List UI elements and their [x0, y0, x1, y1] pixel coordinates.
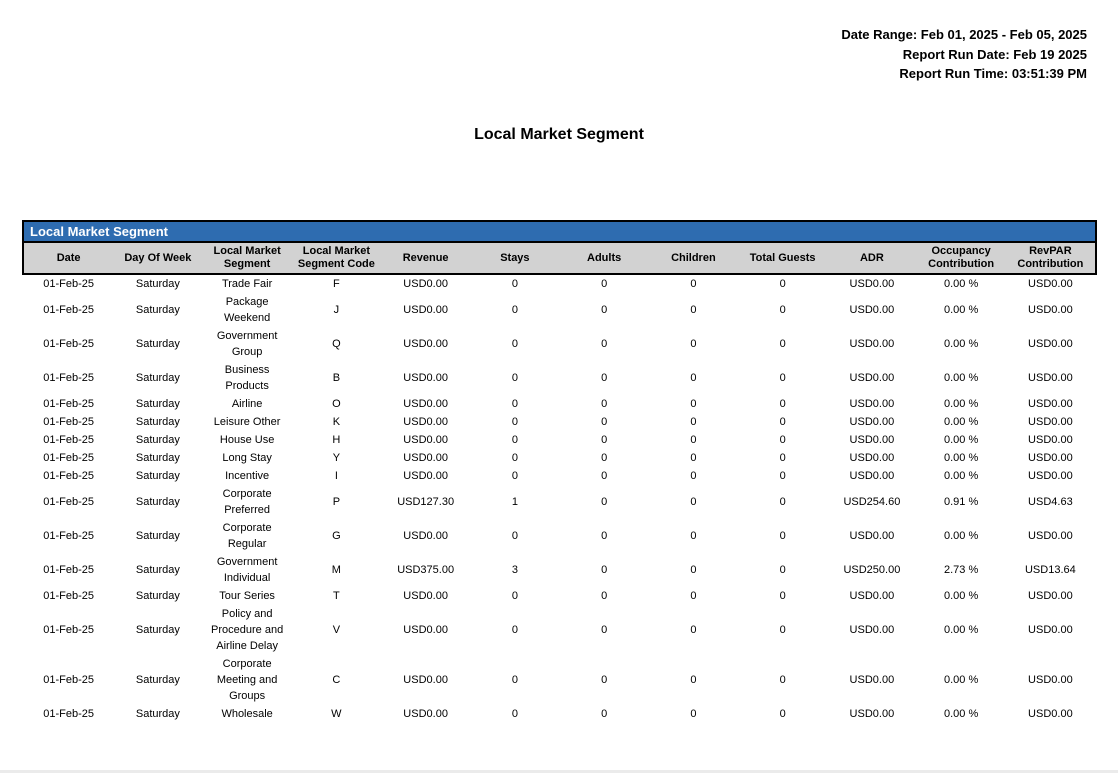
cell: Airline — [231, 398, 263, 410]
cell: USD0.00 — [1028, 398, 1073, 410]
cell: 0 — [601, 708, 608, 720]
cell: 0 — [601, 496, 608, 508]
cell: F — [333, 278, 340, 290]
cell: USD0.00 — [1028, 674, 1073, 686]
cell: Long Stay — [222, 452, 272, 464]
cell: USD0.00 — [1028, 278, 1073, 290]
cell: 0 — [690, 452, 697, 464]
cell: Leisure Other — [213, 416, 281, 428]
cell: Tour Series — [219, 590, 275, 602]
cell: 0.00 % — [944, 434, 979, 446]
cell: B — [332, 372, 341, 384]
cell: 01-Feb-25 — [43, 372, 94, 384]
cell: Saturday — [135, 372, 180, 384]
cell: USD0.00 — [403, 590, 448, 602]
cell: 0 — [779, 708, 786, 720]
table-row — [24, 605, 1095, 655]
column-header: Occupancy Contribution — [928, 245, 995, 270]
cell: 0.00 % — [944, 416, 979, 428]
cell: Corporate Meeting and Groups — [216, 658, 278, 702]
cell: K — [332, 416, 341, 428]
cell: Corporate Preferred — [222, 488, 272, 516]
cell: 0 — [601, 338, 608, 350]
cell: 0 — [511, 278, 518, 290]
column-header: Day Of Week — [124, 251, 192, 264]
cell: USD0.00 — [849, 624, 895, 636]
cell: USD0.00 — [403, 278, 448, 290]
column-header: RevPAR Contribution — [1017, 245, 1084, 270]
cell: 0 — [779, 304, 786, 316]
cell: USD0.00 — [1028, 416, 1073, 428]
report-date-range: Date Range: Feb 01, 2025 - Feb 05, 2025 — [841, 27, 1087, 42]
cell: 0.00 % — [944, 470, 979, 482]
cell: 0.00 % — [944, 452, 979, 464]
cell: USD0.00 — [849, 452, 895, 464]
cell: 0 — [601, 470, 608, 482]
cell: USD250.00 — [843, 564, 901, 576]
cell: P — [332, 496, 341, 508]
cell: 0 — [601, 674, 608, 686]
local-market-segment-report-table — [22, 220, 1093, 723]
table-row — [24, 519, 1095, 553]
report-run-time: Report Run Time: 03:51:39 PM — [899, 66, 1087, 81]
cell: 0.00 % — [944, 708, 979, 720]
cell: 0 — [601, 530, 608, 542]
cell: 0 — [690, 624, 697, 636]
cell: 0.00 % — [944, 624, 979, 636]
cell: 0.00 % — [944, 278, 979, 290]
cell: USD0.00 — [403, 674, 448, 686]
table-row — [24, 587, 1095, 605]
cell: 0 — [779, 338, 786, 350]
cell: 0 — [779, 434, 786, 446]
table-row — [24, 449, 1095, 467]
cell: 0 — [779, 590, 786, 602]
column-header: ADR — [859, 251, 884, 264]
cell: 01-Feb-25 — [43, 530, 94, 542]
cell: USD0.00 — [403, 434, 448, 446]
table-title-bar: Local Market Segment — [24, 222, 1095, 243]
column-header: Stays — [500, 251, 530, 264]
cell: Wholesale — [221, 708, 273, 720]
cell: I — [334, 470, 338, 482]
cell: 3 — [511, 564, 518, 576]
cell: 0 — [779, 564, 786, 576]
cell: Saturday — [135, 564, 180, 576]
cell: 0 — [511, 624, 518, 636]
column-header: Date — [56, 251, 81, 264]
cell: USD0.00 — [849, 530, 895, 542]
cell: 0 — [690, 590, 697, 602]
cell: Business Products — [224, 364, 270, 392]
cell: 0 — [779, 278, 786, 290]
cell: 0 — [690, 416, 697, 428]
cell: USD0.00 — [403, 372, 448, 384]
cell: 01-Feb-25 — [43, 338, 94, 350]
cell: Trade Fair — [221, 278, 273, 290]
cell: USD0.00 — [403, 304, 448, 316]
cell: J — [333, 304, 340, 316]
cell: 0 — [601, 434, 608, 446]
cell: USD0.00 — [403, 398, 448, 410]
cell: Saturday — [135, 590, 180, 602]
table-rows — [24, 275, 1095, 723]
cell: Policy and Procedure and Airline Delay — [211, 608, 284, 652]
cell: USD13.64 — [1024, 564, 1076, 576]
column-header: Total Guests — [749, 251, 816, 264]
cell: 0 — [690, 496, 697, 508]
table-row — [24, 467, 1095, 485]
cell: 0 — [511, 530, 518, 542]
cell: Package Weekend — [223, 296, 271, 324]
cell: USD0.00 — [849, 304, 895, 316]
cell: 01-Feb-25 — [43, 674, 94, 686]
cell: USD0.00 — [849, 470, 895, 482]
cell: 0 — [779, 496, 786, 508]
cell: USD0.00 — [849, 590, 895, 602]
cell: Incentive — [225, 470, 270, 482]
cell: 0 — [779, 470, 786, 482]
cell: 0 — [690, 338, 697, 350]
cell: 01-Feb-25 — [43, 564, 94, 576]
cell: Saturday — [135, 470, 180, 482]
cell: USD375.00 — [397, 564, 455, 576]
column-header: Revenue — [402, 251, 449, 264]
cell: 0.00 % — [944, 590, 979, 602]
cell: USD254.60 — [843, 496, 901, 508]
cell: Saturday — [135, 416, 180, 428]
cell: T — [333, 590, 340, 602]
cell: USD0.00 — [1028, 530, 1073, 542]
cell: Y — [332, 452, 341, 464]
cell: 0 — [690, 398, 697, 410]
cell: 0 — [601, 624, 608, 636]
cell: H — [332, 434, 341, 446]
cell: Government Individual — [216, 556, 278, 584]
cell: 0.00 % — [944, 530, 979, 542]
cell: 01-Feb-25 — [43, 590, 94, 602]
cell: 01-Feb-25 — [43, 304, 94, 316]
cell: 0 — [779, 452, 786, 464]
cell: 0 — [779, 398, 786, 410]
cell: 0 — [779, 624, 786, 636]
table-row — [24, 485, 1095, 519]
cell: 0 — [511, 398, 518, 410]
cell: USD0.00 — [1028, 708, 1073, 720]
cell: 0.91 % — [944, 496, 979, 508]
cell: USD0.00 — [403, 530, 448, 542]
cell: 0 — [779, 416, 786, 428]
cell: 0 — [690, 674, 697, 686]
table-row — [24, 361, 1095, 395]
cell: USD0.00 — [403, 624, 448, 636]
cell: USD0.00 — [403, 416, 448, 428]
cell: 0 — [601, 398, 608, 410]
cell: G — [332, 530, 341, 542]
cell: 0 — [690, 530, 697, 542]
cell: 0 — [601, 304, 608, 316]
cell: 0 — [690, 434, 697, 446]
cell: 0 — [601, 452, 608, 464]
cell: 0 — [690, 304, 697, 316]
cell: Corporate Regular — [222, 522, 272, 550]
cell: 0 — [511, 338, 518, 350]
cell: 0 — [511, 590, 518, 602]
cell: Saturday — [135, 496, 180, 508]
cell: USD0.00 — [1028, 590, 1073, 602]
table-body — [24, 275, 1095, 723]
cell: 0 — [601, 372, 608, 384]
cell: USD0.00 — [1028, 624, 1073, 636]
cell: Saturday — [135, 278, 180, 290]
cell: Saturday — [135, 624, 180, 636]
cell: 0 — [511, 304, 518, 316]
cell: Saturday — [135, 338, 180, 350]
cell: USD0.00 — [1028, 338, 1073, 350]
cell: Q — [332, 338, 341, 350]
column-header-row — [24, 243, 1095, 273]
cell: 2.73 % — [944, 564, 979, 576]
cell: USD0.00 — [849, 416, 895, 428]
table-row — [24, 293, 1095, 327]
table-row — [24, 431, 1095, 449]
cell: 0 — [779, 530, 786, 542]
cell: M — [331, 564, 341, 576]
cell: Government Group — [216, 330, 278, 358]
table-row — [24, 655, 1095, 705]
cell: USD0.00 — [403, 452, 448, 464]
cell: USD4.63 — [1028, 496, 1073, 508]
table-row — [24, 327, 1095, 361]
cell: USD0.00 — [403, 470, 448, 482]
cell: 0 — [511, 372, 518, 384]
cell: 0.00 % — [944, 398, 979, 410]
cell: 0 — [690, 564, 697, 576]
cell: USD0.00 — [1028, 304, 1073, 316]
cell: 0 — [601, 590, 608, 602]
cell: 0 — [511, 470, 518, 482]
cell: USD0.00 — [403, 708, 448, 720]
cell: Saturday — [135, 434, 180, 446]
cell: 0 — [779, 372, 786, 384]
cell: 0 — [511, 434, 518, 446]
cell: 0 — [601, 416, 608, 428]
cell: USD0.00 — [849, 674, 895, 686]
cell: USD0.00 — [1028, 372, 1073, 384]
cell: Saturday — [135, 674, 180, 686]
table-row — [24, 705, 1095, 723]
cell: 0 — [779, 674, 786, 686]
cell: Saturday — [135, 530, 180, 542]
report-meta — [841, 25, 1087, 84]
page-title: Local Market Segment — [474, 126, 644, 143]
cell: 0.00 % — [944, 304, 979, 316]
column-header-table — [24, 243, 1095, 273]
cell: USD0.00 — [849, 398, 895, 410]
column-header: Local Market Segment — [213, 245, 281, 270]
report-run-date: Report Run Date: Feb 19 2025 — [902, 46, 1087, 62]
cell: 0 — [511, 416, 518, 428]
cell: 01-Feb-25 — [43, 278, 94, 290]
cell: 01-Feb-25 — [43, 470, 94, 482]
cell: 01-Feb-25 — [43, 416, 94, 428]
cell: 0 — [690, 278, 697, 290]
cell: V — [332, 624, 341, 636]
cell: 0.00 % — [944, 372, 979, 384]
cell: 0 — [690, 708, 697, 720]
column-header: Adults — [587, 251, 622, 264]
cell: 0.00 % — [944, 338, 979, 350]
cell: 0 — [511, 708, 518, 720]
cell: C — [332, 674, 341, 686]
table-header-box — [22, 220, 1097, 275]
cell: 0 — [601, 278, 608, 290]
table-row — [24, 413, 1095, 431]
cell: 0 — [601, 564, 608, 576]
cell: W — [331, 708, 342, 720]
cell: USD0.00 — [403, 338, 448, 350]
cell: 01-Feb-25 — [43, 496, 94, 508]
cell: Saturday — [135, 398, 180, 410]
cell: 01-Feb-25 — [43, 434, 94, 446]
cell: Saturday — [135, 708, 180, 720]
column-header: Children — [671, 251, 716, 264]
cell: 01-Feb-25 — [43, 398, 94, 410]
cell: USD0.00 — [1028, 452, 1073, 464]
cell: USD0.00 — [849, 338, 895, 350]
column-header: Local Market Segment Code — [297, 245, 375, 270]
cell: 0 — [511, 452, 518, 464]
cell: USD0.00 — [849, 708, 895, 720]
cell: 0 — [690, 372, 697, 384]
cell: USD0.00 — [849, 278, 895, 290]
cell: Saturday — [135, 304, 180, 316]
cell: USD0.00 — [1028, 470, 1073, 482]
cell: USD0.00 — [849, 372, 895, 384]
cell: O — [332, 398, 341, 410]
cell: House Use — [219, 434, 275, 446]
cell: 01-Feb-25 — [43, 624, 94, 636]
table-row — [24, 275, 1095, 293]
cell: USD0.00 — [1028, 434, 1073, 446]
cell: 0 — [511, 674, 518, 686]
cell: 01-Feb-25 — [43, 708, 94, 720]
table-row — [24, 395, 1095, 413]
cell: 0.00 % — [944, 674, 979, 686]
table-row — [24, 553, 1095, 587]
cell: 0 — [690, 470, 697, 482]
cell: 01-Feb-25 — [43, 452, 94, 464]
cell: USD0.00 — [849, 434, 895, 446]
cell: USD127.30 — [397, 496, 455, 508]
cell: 1 — [511, 496, 518, 508]
cell: Saturday — [135, 452, 180, 464]
